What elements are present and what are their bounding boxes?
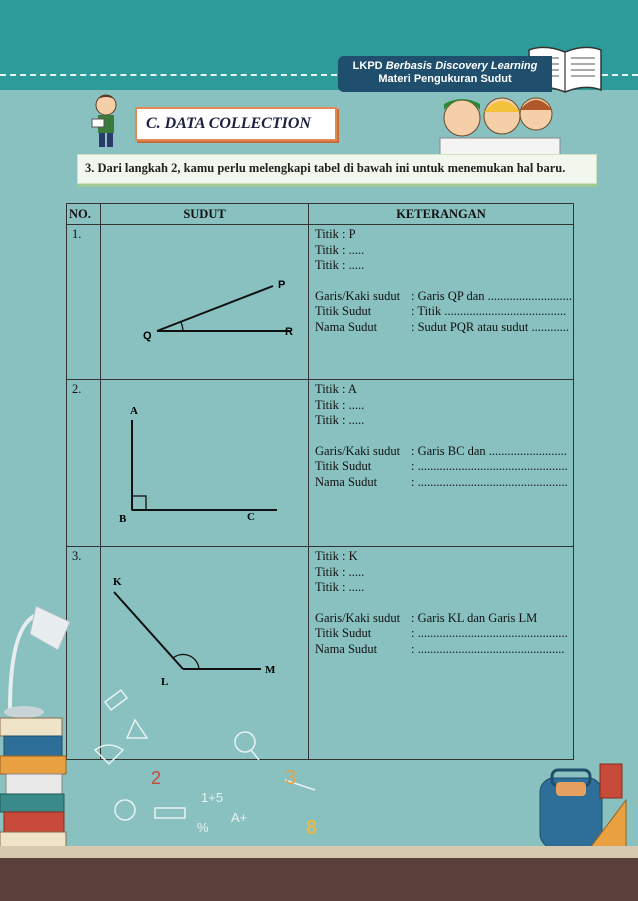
page-number: 8 [306,817,318,839]
svg-text:3: 3 [285,767,297,789]
data-table [66,203,574,760]
titik-line: Titik : ..... [315,564,365,579]
table-header-row [67,204,574,225]
detail-key: Garis/Kaki sudut [315,610,401,625]
label-b: B [119,513,127,525]
detail-value: : ................................................ [411,626,568,640]
student-illustration [88,93,128,151]
header-no: NO. [67,204,101,225]
banner-prefix: LKPD [352,60,383,72]
row-number: 2. [67,380,101,547]
titik-line: Titik : P [315,227,356,241]
titik-line: Titik : A [315,382,357,396]
angle-abc-figure [101,380,308,542]
detail-value: : Titik ....................................... [411,304,567,318]
label-l: L [161,676,169,688]
detail-value: : ................................................ [411,474,568,489]
label-a: A [130,405,138,417]
titik-line: Titik : K [315,549,358,563]
detail-key: Garis/Kaki sudut [315,443,401,458]
floor [0,858,638,901]
detail-key: Titik Sudut [315,626,372,640]
row-number: 1. [67,225,101,380]
titik-line: Titik : ..... [315,397,365,412]
header-keterangan: KETERANGAN [309,204,574,225]
label-p: P [278,279,286,291]
svg-text:1+5: 1+5 [201,790,224,805]
detail-value: : Garis QP dan ........................... [411,288,572,303]
header-banner [338,56,552,92]
math-doodles [85,680,345,840]
banner-italic: Berbasis Discovery Learning [385,60,538,72]
keterangan-cell [309,225,574,380]
keterangan-cell [309,547,574,760]
label-r: R [285,326,293,338]
detail-value: : ................................................ [411,459,568,473]
instruction-text: 3. Dari langkah 2, kamu perlu melengkapi tabel di bawah ini untuk menemukan hal baru. [85,161,566,175]
instruction-box [77,154,597,184]
detail-key: Titik Sudut [315,304,372,318]
detail-key: Garis/Kaki sudut [315,288,401,303]
titik-line: Titik : ..... [315,413,365,427]
banner-subtitle: Materi Pengukuran Sudut [378,73,512,85]
svg-text:%: % [197,820,209,835]
kids-reading-illustration [430,88,570,160]
label-m: M [265,664,276,676]
svg-text:2: 2 [151,768,162,788]
label-k: K [113,576,122,588]
detail-value: : Garis BC dan ......................... [411,443,567,458]
table-row [67,225,574,380]
angle-figure-cell [101,380,309,547]
detail-key: Nama Sudut [315,474,378,489]
titik-line: Titik : ..... [315,242,365,257]
detail-key: Titik Sudut [315,459,372,473]
row-number: 3. [67,547,101,760]
detail-value: : ............................................... [411,641,565,656]
titik-line: Titik : ..... [315,258,365,272]
table-row [67,380,574,547]
detail-value: : Sudut PQR atau sudut ............ [411,319,569,334]
svg-text:A+: A+ [231,810,248,825]
section-title-box [135,107,337,141]
detail-value: : Garis KL dan Garis LM [411,610,538,625]
titik-line: Titik : ..... [315,580,365,594]
angle-figure-cell [101,225,309,380]
label-q: Q [143,330,152,342]
detail-key: Nama Sudut [315,641,378,656]
section-title: C. DATA COLLECTION [146,115,311,132]
label-c: C [247,511,255,523]
keterangan-cell [309,380,574,547]
detail-key: Nama Sudut [315,319,378,334]
backpack-illustration [530,760,630,852]
angle-pqr-figure [101,225,308,375]
header-sudut: SUDUT [101,204,309,225]
